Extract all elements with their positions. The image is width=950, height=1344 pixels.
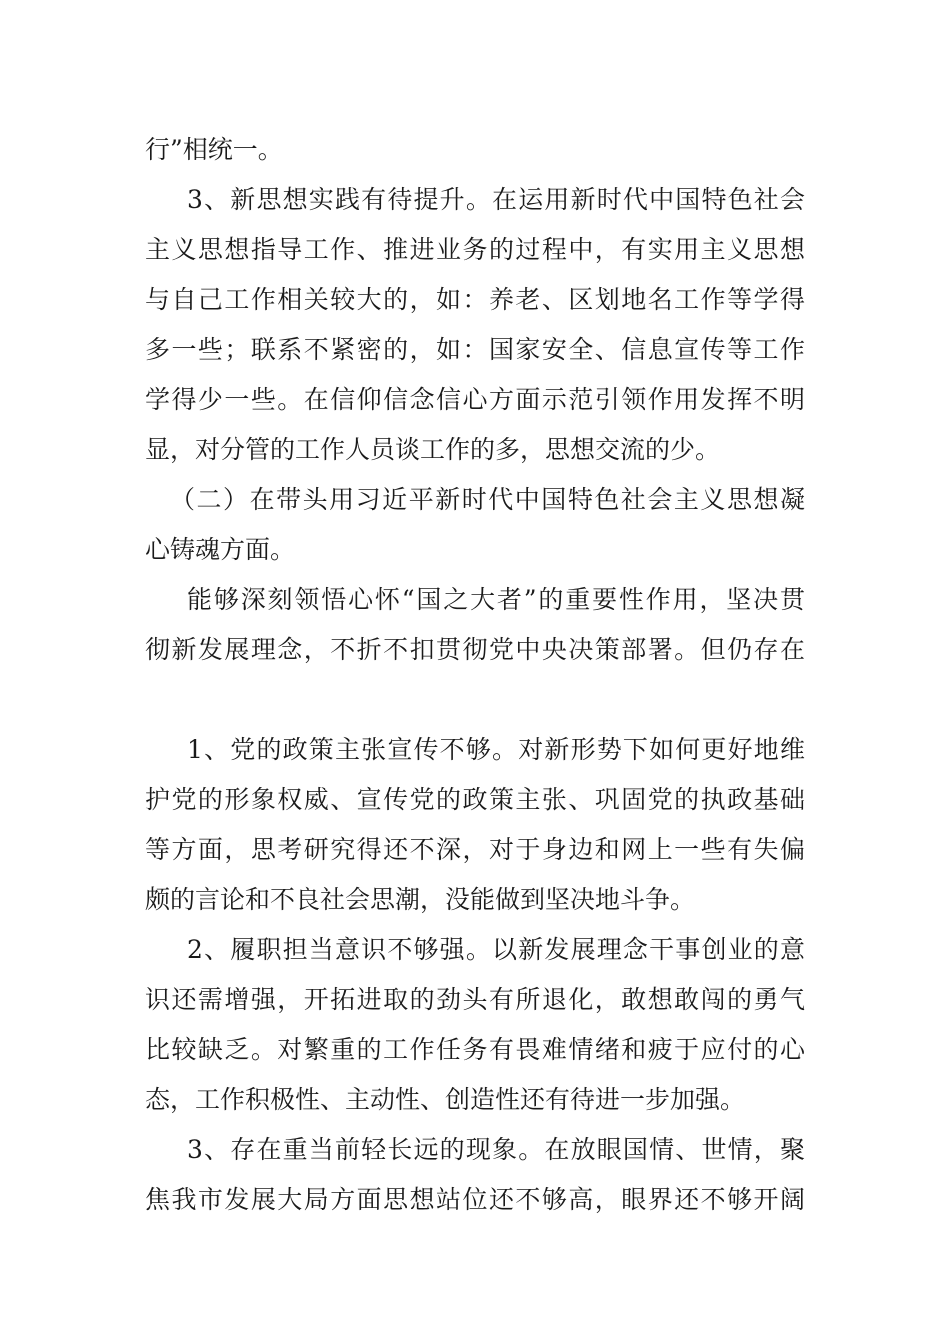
text-line: 1、党的政策主张宣传不够。对新形势下如何更好地维 [187,735,807,764]
text-line: 等方面，思考研究得还不深，对于身边和网上一些有失偏 [145,835,807,864]
text-line: 2、履职担当意识不够强。以新发展理念干事创业的意 [187,935,807,964]
text-line: 主义思想指导工作、推进业务的过程中，有实用主义思想 [145,235,807,264]
section-heading: （二）在带头用习近平新时代中国特色社会主义思想凝 [170,485,807,514]
text-line: 彻新发展理念，不折不扣贯彻党中央决策部署。但仍存在 [145,635,807,664]
text-line: 态，工作积极性、主动性、创造性还有待进一步加强。 [145,1085,746,1114]
text-line: 焦我市发展大局方面思想站位还不够高，眼界还不够开阔 [145,1185,807,1214]
text-line: 护党的形象权威、宣传党的政策主张、巩固党的执政基础 [145,785,807,814]
section-heading: 心铸魂方面。 [145,535,296,564]
text-line: 多一些；联系不紧密的，如：国家安全、信息宣传等工作 [145,335,807,364]
text-line: 比较缺乏。对繁重的工作任务有畏难情绪和疲于应付的心 [145,1035,807,1064]
text-line: 行”相统一。 [145,135,283,164]
text-line: 能够深刻领悟心怀“国之大者”的重要性作用，坚决贯 [187,585,807,614]
text-line: 学得少一些。在信仰信念信心方面示范引领作用发挥不明 [145,385,807,414]
text-line: 颇的言论和不良社会思潮，没能做到坚决地斗争。 [145,885,696,914]
text-line: 与自己工作相关较大的，如：养老、区划地名工作等学得 [145,285,807,314]
text-line: 3、存在重当前轻长远的现象。在放眼国情、世情，聚 [187,1135,807,1164]
text-line: 3、新思想实践有待提升。在运用新时代中国特色社会 [187,185,807,214]
text-line: 识还需增强，开拓进取的劲头有所退化，敢想敢闯的勇气 [145,985,807,1014]
text-line: 显，对分管的工作人员谈工作的多，思想交流的少。 [145,435,721,464]
